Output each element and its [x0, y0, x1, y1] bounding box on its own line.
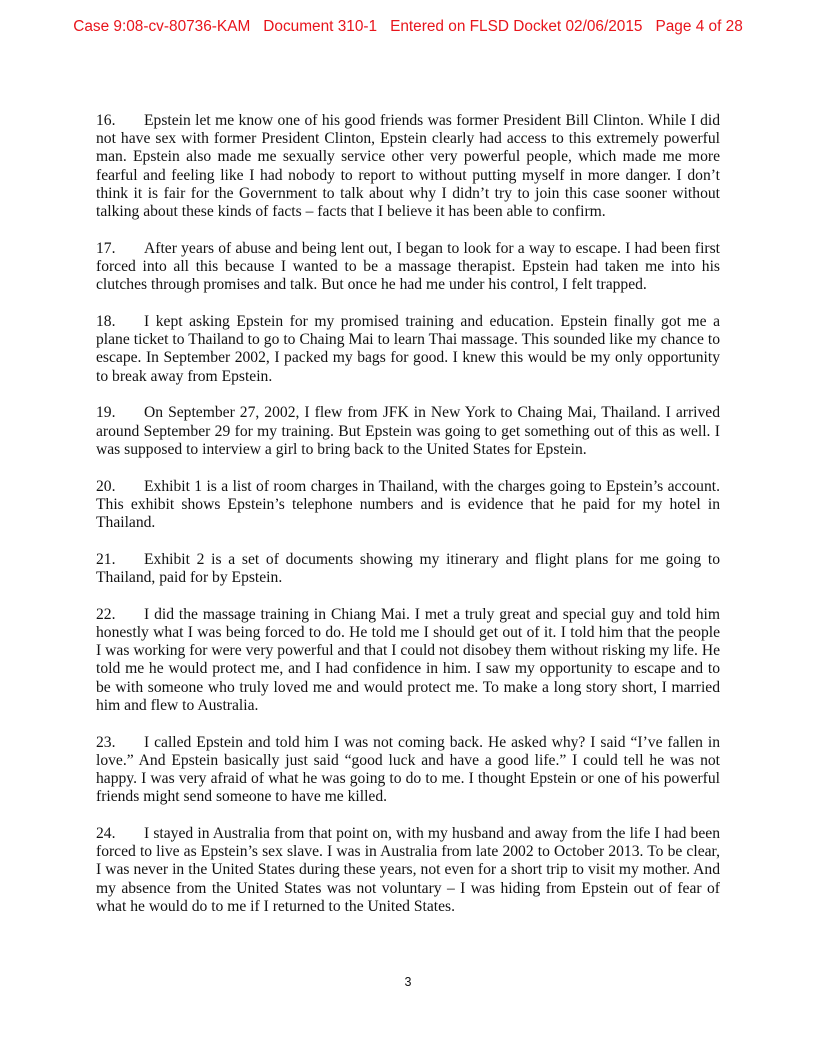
- paragraph-number: 24.: [96, 825, 116, 843]
- paragraph-number: 16.: [96, 112, 116, 129]
- page-number: 3: [404, 975, 412, 989]
- case-number: Case 9:08-cv-80736-KAM: [73, 18, 251, 35]
- page-indicator: Page 4 of 28: [655, 18, 743, 35]
- paragraph-20: [96, 478, 720, 533]
- paragraph-text: Epstein let me know one of his good friends was former President Bill Clinton. While I did not have sex with former President Clinton, Epstein clearly had access to this extremely powerful man. Epstein also made me sexually service other very powerful people, which made me more fearful and feeling like I had nobody to report to without putting myself in more danger. I don’t think it is fair for the Government to talk about why I didn’t try to join this case sooner without talking about these kinds of facts – facts that I believe it has been able to confirm.: [96, 112, 720, 221]
- court-filing-header: [0, 18, 816, 36]
- paragraph-17: [96, 240, 720, 295]
- paragraph-number: 17.: [96, 239, 116, 257]
- paragraph-number: 21.: [96, 550, 116, 568]
- paragraph-text: I called Epstein and told him I was not coming back. He asked why? I said “I’ve fallen in love.” And Epstein basically just said “good luck and have a good life.” I could tell he was not happy. I was very afraid of what he was going to do to me. I thought Epstein or one of his powerful friends might send someone to have me killed.: [96, 733, 720, 806]
- paragraph-text: Exhibit 1 is a list of room charges in Thailand, with the charges going to Epstein’s account. This exhibit shows Epstein’s telephone numbers and is evidence that he paid for my hotel in Thailand.: [96, 477, 720, 532]
- paragraph-text: I kept asking Epstein for my promised training and education. Epstein finally got me a plane ticket to Thailand to go to Chaing Mai to learn Thai massage. This sounded like my chance to escape. In September 2002, I packed my bags for good. I knew this would be my only opportunity to break away from Epstein.: [96, 313, 720, 385]
- paragraph-text: On September 27, 2002, I flew from JFK in New York to Chaing Mai, Thailand. I arrived around September 29 for my training. But Epstein was going to get something out of this as well. I was supposed to interview a girl to bring back to the United States for Epstein.: [96, 404, 720, 458]
- paragraph-text: Exhibit 2 is a set of documents showing my itinerary and flight plans for me going to Thailand, paid for by Epstein.: [96, 550, 720, 587]
- paragraph-number: 23.: [96, 733, 116, 751]
- paragraph-16: [96, 112, 720, 221]
- docket-entry: Entered on FLSD Docket 02/06/2015: [390, 18, 643, 35]
- paragraph-number: 22.: [96, 605, 116, 623]
- paragraph-18: [96, 313, 720, 386]
- paragraph-number: 18.: [96, 313, 116, 331]
- paragraph-23: [96, 734, 720, 807]
- paragraph-19: [96, 404, 720, 459]
- paragraph-number: 19.: [96, 404, 116, 422]
- document-number: Document 310-1: [263, 18, 378, 35]
- paragraph-21: [96, 551, 720, 587]
- paragraph-text: I did the massage training in Chiang Mai. I met a truly great and special guy and told him honestly what I was being forced to do. He told me I should get out of it. I told him that the people I was working for were very powerful and that I could not disobey them without risking my life. He told me he would protect me, and I had confidence in him. I saw my opportunity to escape and to be with someone who truly loved me and would protect me. To make a long story short, I married him and flew to Australia.: [96, 605, 720, 714]
- paragraph-24: [96, 825, 720, 916]
- paragraph-22: [96, 606, 720, 715]
- paragraph-text: I stayed in Australia from that point on, with my husband and away from the life I had been forced to live as Epstein’s sex slave. I was in Australia from late 2002 to October 2013. To be clear, I was never in the United States during these years, not even for a short trip to visit my mother. And my absence from the United States was not voluntary – I was hiding from Epstein out of fear of what he would do to me if I returned to the United States.: [96, 825, 720, 915]
- paragraph-number: 20.: [96, 477, 116, 495]
- paragraph-text: After years of abuse and being lent out, I began to look for a way to escape. I had been first forced into all this because I wanted to be a massage therapist. Epstein had taken me into his clutches through promises and talk. But once he had me under his control, I felt trapped.: [96, 239, 720, 294]
- document-body: [96, 112, 720, 935]
